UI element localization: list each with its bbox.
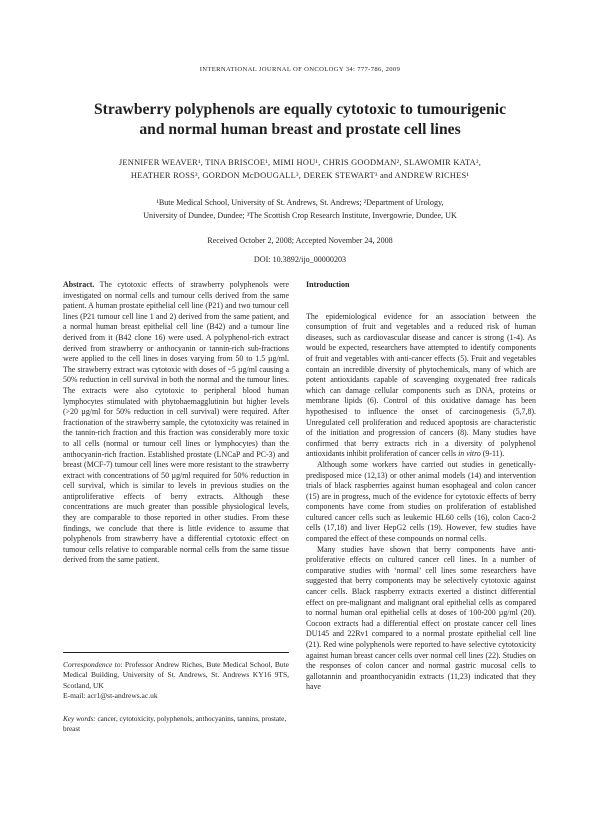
intro-paragraph-3: Many studies have shown that berry components have anti-proliferative effects on cultured cancer cell lines. In a number of comparative studies with ‘normal’ cell lines some researchers have suggested that berry components may be selectively cytotoxic against cancer cells. Black raspberry extracts exerted a distinct differential effect on pre-malignant and malignant oral epithelial cells as compared to normal human oral epithelial cells at doses of 100-200 µg/ml (20). Cocoon extracts had a differential effect on prostate cancer cell lines DU145 and 22Rv1 compared to a normal prostate epithelial cell line (21). Red wine polyphenols were reported to have selective cytotoxicity against human breast cancer cells over normal cell lines (22). Studies on the responses of colon cancer and normal gastric mucosal cells to gallotannin and proanthocyanidin extracts (11,23) indicated that they have: [306, 544, 536, 692]
footnote-divider: [63, 652, 289, 653]
authors-line-2: HEATHER ROSS³, GORDON McDOUGALL³, DEREK STEWART³ and ANDREW RICHES¹: [130, 171, 470, 180]
article-title: [40, 100, 560, 140]
abstract: [63, 280, 289, 566]
title-line-1: Strawberry polyphenols are equally cytotoxic to tumourigenic: [93, 101, 507, 118]
received-accepted-dates: Received October 2, 2008; Accepted November 24, 2008: [207, 236, 393, 245]
authors-line-1: JENNIFER WEAVER¹, TINA BRISCOE¹, MIMI HOU¹, CHRIS GOODMAN², SLAWOMIR KATA²,: [118, 158, 482, 167]
keywords-footnote: [63, 714, 289, 735]
correspondence-email: E-mail: acr1@st-andrews.ac.uk: [63, 691, 158, 701]
affiliations: [40, 196, 560, 222]
abstract-heading: Abstract.: [63, 280, 95, 289]
journal-header: INTERNATIONAL JOURNAL OF ONCOLOGY 34: 777-786, 2009: [199, 66, 401, 73]
keywords-label: Key words:: [63, 715, 96, 723]
intro-paragraph-2: Although some workers have carried out studies in genetically-predisposed mice (12,13) or other animal models (14) and intervention trials of black raspberries against human esophageal and colon cancer (15) are in progress, much of the evidence for cytotoxic effects of berry components have come from studies on proliferation of established cultured cancer cells such as leukemic HL60 cells (16), colon Caco-2 cells (17,18) and liver HepG2 cells (19). However, few studies have compared the effect of these compounds on normal cells.: [306, 459, 536, 544]
abstract-text: The cytotoxic effects of strawberry polyphenols were investigated on normal cells and tumour cells derived from the same patient. A human prostate epithelial cell line (P21) and two tumour cell lines (P21 tumour cell line 1 and 2) derived from the same patient, and a normal human breast epithelial cell line (B42) and a tumour line derived from it (B42 clone 16) were used. A polyphenol-rich extract derived from strawberry or anthocyanin or tannin-rich sub-fractions were applied to the cell lines in doses varying from 50 to 1.5 µg/ml. The strawberry extract was cytotoxic with doses of ~5 µg/ml causing a 50% reduction in cell survival in both the normal and the tumour lines. The extracts were also cytotoxic to peripheral blood human lymphocytes stimulated with phytohaemagglutinin but higher levels (>20 µg/ml for 50% reduction in cell survival) were required. After fractionation of the strawberry sample, the cytotoxicity was retained in the tannin-rich fraction and this fraction was considerably more toxic to all cells (normal or tumour cell lines or lymphocytes) than the anthocyanin-rich fraction. Established prostate (LNCaP and PC-3) and breast (MCF-7) tumour cell lines were more resistant to the strawberry extract with concentrations of 50 µg/ml required for 50% reduction in cell survival, which is similar to levels in previous studies on the antiproliferative effects of berry extracts. Although these concentrations are much greater than possible physiological levels, they are comparable to those reported in other studies. From these findings, we conclude that there is little evidence to assume that polyphenols from strawberry have a differential cytotoxic effect on tumour cells relative to comparable normal cells from the same tissue derived from the same patient.: [63, 280, 289, 565]
introduction-heading: Introduction: [306, 280, 350, 289]
correspondence-text: : Professor Andrew Riches, Bute Medical School, Bute Medical Building, University of St. Andrews, St. Andrews KY16 9TS, Scotland, UK: [63, 660, 289, 690]
correspondence-footnote: [63, 660, 289, 702]
affiliation-line-2: University of Dundee, Dundee; ³The Scottish Crop Research Institute, Invergowrie, Dundee, UK: [143, 211, 457, 220]
abstract-column: [63, 280, 289, 566]
introduction-column: [306, 280, 536, 693]
keywords-text: cancer, cytotoxicity, polyphenols, anthocyanins, tannins, prostate, breast: [63, 715, 287, 734]
intro-paragraph-1: The epidemiological evidence for an association between the consumption of fruit and vegetables and a reduced risk of human diseases, such as cardiovascular disease and cancer is strong (1-4). As would be expected, researchers have attempted to identify components of fruit and vegetables with anti-cancer effects (5). Fruit and vegetables contain an incredible diversity of phytochemicals, many of which are potent antioxidants capable of scavenging oxygenated free radicals which can damage cellular components such as DNA, proteins or membrane lipids (6). Control of this oxidative damage has been hypothesised to influence the onset of carcinogenesis (5,7,8). Unregulated cell proliferation and reduced apoptosis are characteristic of the initiation and progression of cancers (8). Many studies have confirmed that berry extracts rich in a diversity of polyphenol antioxidants inhibit proliferation of cancer cells in vitro (9-11).: [306, 311, 536, 459]
doi: DOI: 10.3892/ijo_00000203: [253, 255, 347, 264]
correspondence-label: Correspondence to: [63, 660, 121, 669]
author-list: [40, 156, 560, 182]
affiliation-line-1: ¹Bute Medical School, University of St. Andrews, St. Andrews; ²Department of Urology,: [156, 198, 444, 207]
title-line-2: and normal human breast and prostate cell lines: [139, 121, 461, 138]
